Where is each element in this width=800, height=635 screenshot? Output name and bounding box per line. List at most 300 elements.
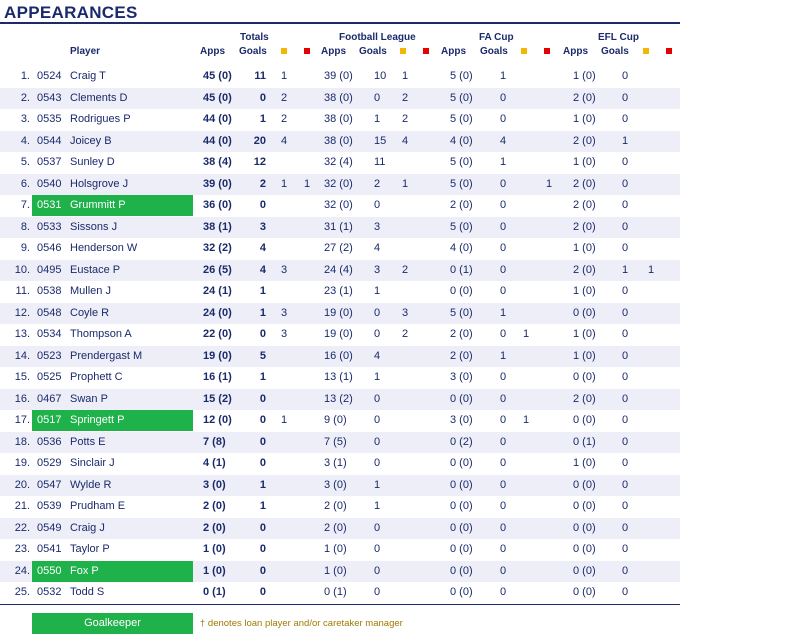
player-name: Prophett C bbox=[70, 371, 123, 383]
league-goals: 15 bbox=[374, 134, 387, 147]
league-goals: 0 bbox=[374, 199, 381, 211]
table-header bbox=[0, 24, 680, 66]
yellow-card-icon bbox=[521, 48, 527, 54]
fa-cup-apps: 0 (0) bbox=[450, 586, 473, 598]
total-goals: 5 bbox=[259, 349, 266, 362]
fa-cup-red-cards: 1 bbox=[546, 177, 553, 190]
total-goals: 1 bbox=[259, 478, 266, 491]
league-goals: 1 bbox=[374, 113, 381, 125]
total-goals: 12 bbox=[253, 156, 266, 168]
league-goals: 0 bbox=[374, 392, 381, 405]
red-card-icon bbox=[544, 48, 550, 54]
row-position: 8. bbox=[20, 220, 30, 233]
efl-cup-apps: 1 (0) bbox=[573, 349, 596, 362]
header-totals-apps: Apps bbox=[200, 46, 225, 57]
player-name: Thompson A bbox=[70, 328, 132, 340]
row-position: 23. bbox=[14, 543, 30, 555]
league-goals: 0 bbox=[374, 91, 381, 104]
row-position: 21. bbox=[14, 500, 30, 512]
total-red-cards: 1 bbox=[304, 177, 311, 190]
player-number: 0550 bbox=[37, 564, 62, 577]
total-yellow-cards: 2 bbox=[281, 113, 288, 125]
player-number: 0467 bbox=[37, 392, 62, 405]
league-yellow-cards: 4 bbox=[402, 134, 409, 147]
total-apps: 24 (1) bbox=[203, 285, 232, 297]
league-apps: 13 (1) bbox=[324, 371, 353, 383]
efl-cup-apps: 1 (0) bbox=[573, 457, 596, 469]
league-goals: 1 bbox=[374, 285, 381, 297]
total-goals: 0 bbox=[259, 199, 266, 211]
red-card-icon bbox=[423, 48, 429, 54]
yellow-card-icon bbox=[400, 48, 406, 54]
total-apps: 22 (0) bbox=[203, 328, 232, 340]
fa-cup-goals: 0 bbox=[500, 199, 507, 211]
league-goals: 10 bbox=[374, 70, 387, 82]
player-name: Swan P bbox=[70, 392, 108, 405]
fa-cup-apps: 2 (0) bbox=[450, 349, 473, 362]
league-apps: 7 (5) bbox=[324, 435, 347, 448]
efl-cup-goals: 0 bbox=[622, 177, 629, 190]
fa-cup-goals: 0 bbox=[500, 435, 507, 448]
total-apps: 3 (0) bbox=[203, 478, 226, 491]
efl-cup-goals: 0 bbox=[622, 521, 629, 534]
total-goals: 3 bbox=[259, 220, 266, 233]
fa-cup-goals: 0 bbox=[500, 414, 507, 426]
fa-cup-goals: 4 bbox=[500, 134, 507, 147]
efl-cup-goals: 0 bbox=[622, 349, 629, 362]
fa-cup-apps: 3 (0) bbox=[450, 371, 473, 383]
efl-cup-apps: 0 (0) bbox=[573, 543, 596, 555]
player-number: 0544 bbox=[37, 134, 62, 147]
row-position: 3. bbox=[20, 113, 30, 125]
player-number: 0531 bbox=[37, 199, 62, 211]
row-position: 18. bbox=[14, 435, 30, 448]
total-goals: 0 bbox=[259, 435, 266, 448]
league-apps: 24 (4) bbox=[324, 263, 353, 276]
row-position: 15. bbox=[14, 371, 30, 383]
efl-cup-apps: 0 (0) bbox=[573, 500, 596, 512]
total-yellow-cards: 1 bbox=[281, 414, 288, 426]
efl-cup-goals: 0 bbox=[622, 199, 629, 211]
league-goals: 0 bbox=[374, 521, 381, 534]
fa-cup-apps: 4 (0) bbox=[450, 134, 473, 147]
efl-cup-apps: 0 (0) bbox=[573, 564, 596, 577]
row-position: 14. bbox=[14, 349, 30, 362]
total-apps: 45 (0) bbox=[203, 70, 232, 82]
player-name: Prendergast M bbox=[70, 349, 143, 362]
table-row bbox=[0, 152, 680, 174]
fa-cup-apps: 0 (1) bbox=[450, 263, 473, 276]
header-fa-apps: Apps bbox=[441, 46, 466, 57]
fa-cup-apps: 5 (0) bbox=[450, 306, 473, 319]
efl-cup-apps: 1 (0) bbox=[573, 328, 596, 340]
table-row bbox=[0, 561, 680, 583]
fa-cup-goals: 0 bbox=[500, 457, 507, 469]
table-row bbox=[0, 539, 680, 561]
efl-cup-goals: 0 bbox=[622, 586, 629, 598]
league-yellow-cards: 2 bbox=[402, 263, 409, 276]
player-name: Clements D bbox=[70, 91, 128, 104]
league-apps: 1 (0) bbox=[324, 564, 347, 577]
league-apps: 23 (1) bbox=[324, 285, 353, 297]
total-apps: 44 (0) bbox=[203, 134, 232, 147]
header-fa-goals: Goals bbox=[480, 46, 508, 57]
fa-cup-goals: 0 bbox=[500, 177, 507, 190]
fa-cup-apps: 0 (0) bbox=[450, 543, 473, 555]
fa-cup-apps: 5 (0) bbox=[450, 177, 473, 190]
table-row bbox=[0, 303, 680, 325]
table-row bbox=[0, 324, 680, 346]
total-yellow-cards: 3 bbox=[281, 306, 288, 319]
player-name: Eustace P bbox=[70, 263, 121, 276]
league-apps: 2 (0) bbox=[324, 500, 347, 512]
player-number: 0529 bbox=[37, 457, 62, 469]
player-name: Coyle R bbox=[70, 306, 110, 319]
league-apps: 3 (1) bbox=[324, 457, 347, 469]
player-name: Springett P bbox=[70, 414, 125, 426]
total-goals: 2 bbox=[259, 177, 266, 190]
total-apps: 1 (0) bbox=[203, 564, 226, 577]
fa-cup-goals: 0 bbox=[500, 478, 507, 491]
player-name: Mullen J bbox=[70, 285, 111, 297]
fa-cup-yellow-cards: 1 bbox=[523, 414, 530, 426]
efl-cup-apps: 0 (0) bbox=[573, 306, 596, 319]
league-apps: 2 (0) bbox=[324, 521, 347, 534]
total-goals: 0 bbox=[259, 457, 266, 469]
player-number: 0538 bbox=[37, 285, 62, 297]
header-efl-cup: EFL Cup bbox=[598, 32, 639, 43]
player-number: 0536 bbox=[37, 435, 62, 448]
efl-cup-apps: 0 (0) bbox=[573, 414, 596, 426]
row-position: 16. bbox=[14, 392, 30, 405]
fa-cup-yellow-cards: 1 bbox=[523, 328, 530, 340]
player-number: 0548 bbox=[37, 306, 62, 319]
efl-cup-goals: 0 bbox=[622, 328, 629, 340]
fa-cup-apps: 5 (0) bbox=[450, 70, 473, 82]
player-name: Craig J bbox=[70, 521, 105, 534]
fa-cup-goals: 0 bbox=[500, 263, 507, 276]
player-number: 0540 bbox=[37, 177, 62, 190]
total-apps: 19 (0) bbox=[203, 349, 232, 362]
total-goals: 4 bbox=[259, 263, 266, 276]
league-yellow-cards: 2 bbox=[402, 113, 409, 125]
fa-cup-apps: 0 (0) bbox=[450, 478, 473, 491]
total-apps: 32 (2) bbox=[203, 242, 232, 254]
efl-cup-goals: 0 bbox=[622, 414, 629, 426]
league-goals: 4 bbox=[374, 242, 381, 254]
row-position: 13. bbox=[14, 328, 30, 340]
total-apps: 15 (2) bbox=[203, 392, 232, 405]
table-row bbox=[0, 389, 680, 411]
table-row bbox=[0, 475, 680, 497]
player-number: 0533 bbox=[37, 220, 62, 233]
total-goals: 0 bbox=[259, 328, 266, 340]
total-goals: 1 bbox=[259, 500, 266, 512]
fa-cup-apps: 3 (0) bbox=[450, 414, 473, 426]
efl-cup-goals: 0 bbox=[622, 457, 629, 469]
efl-cup-apps: 2 (0) bbox=[573, 177, 596, 190]
league-goals: 1 bbox=[374, 478, 381, 491]
row-position: 4. bbox=[20, 134, 30, 147]
fa-cup-apps: 0 (0) bbox=[450, 457, 473, 469]
player-number: 0525 bbox=[37, 371, 62, 383]
total-yellow-cards: 3 bbox=[281, 263, 288, 276]
league-goals: 0 bbox=[374, 457, 381, 469]
fa-cup-goals: 1 bbox=[500, 156, 507, 168]
player-number: 0524 bbox=[37, 70, 62, 82]
efl-cup-apps: 0 (0) bbox=[573, 521, 596, 534]
header-totals: Totals bbox=[240, 32, 269, 43]
player-number: 0541 bbox=[37, 543, 62, 555]
table-row bbox=[0, 131, 680, 153]
efl-cup-goals: 0 bbox=[622, 500, 629, 512]
league-apps: 32 (0) bbox=[324, 177, 353, 190]
efl-cup-goals: 1 bbox=[622, 134, 629, 147]
player-number: 0517 bbox=[37, 414, 62, 426]
total-goals: 4 bbox=[259, 242, 266, 254]
fa-cup-goals: 0 bbox=[500, 392, 507, 405]
total-apps: 4 (1) bbox=[203, 457, 226, 469]
fa-cup-apps: 0 (0) bbox=[450, 392, 473, 405]
total-goals: 0 bbox=[259, 543, 266, 555]
player-name: Henderson W bbox=[70, 242, 138, 254]
league-goals: 0 bbox=[374, 414, 381, 426]
fa-cup-goals: 1 bbox=[500, 70, 507, 82]
table-row bbox=[0, 109, 680, 131]
header-league-apps: Apps bbox=[321, 46, 346, 57]
player-number: 0549 bbox=[37, 521, 62, 534]
row-position: 20. bbox=[14, 478, 30, 491]
appearances-table bbox=[0, 66, 680, 604]
efl-cup-apps: 2 (0) bbox=[573, 392, 596, 405]
efl-cup-goals: 0 bbox=[622, 435, 629, 448]
player-name: Sunley D bbox=[70, 156, 115, 168]
player-name: Potts E bbox=[70, 435, 106, 448]
table-row bbox=[0, 346, 680, 368]
row-position: 2. bbox=[20, 91, 30, 104]
table-bottom-divider bbox=[0, 604, 680, 605]
total-goals: 0 bbox=[259, 392, 266, 405]
fa-cup-apps: 0 (0) bbox=[450, 564, 473, 577]
player-name: Sissons J bbox=[70, 220, 118, 233]
fa-cup-goals: 0 bbox=[500, 521, 507, 534]
header-fa-cup: FA Cup bbox=[479, 32, 514, 43]
total-goals: 0 bbox=[259, 91, 266, 104]
header-totals-goals: Goals bbox=[239, 46, 267, 57]
league-yellow-cards: 2 bbox=[402, 91, 409, 104]
row-position: 25. bbox=[14, 586, 30, 598]
total-goals: 1 bbox=[259, 285, 266, 297]
league-apps: 0 (1) bbox=[324, 586, 347, 598]
total-apps: 7 (8) bbox=[203, 435, 226, 448]
table-row bbox=[0, 432, 680, 454]
row-position: 17. bbox=[14, 414, 30, 426]
fa-cup-apps: 2 (0) bbox=[450, 199, 473, 211]
efl-cup-apps: 1 (0) bbox=[573, 285, 596, 297]
total-goals: 0 bbox=[259, 586, 266, 598]
player-number: 0535 bbox=[37, 113, 62, 125]
efl-cup-apps: 2 (0) bbox=[573, 134, 596, 147]
efl-cup-apps: 2 (0) bbox=[573, 91, 596, 104]
league-apps: 1 (0) bbox=[324, 543, 347, 555]
player-number: 0534 bbox=[37, 328, 62, 340]
league-goals: 0 bbox=[374, 328, 381, 340]
fa-cup-apps: 5 (0) bbox=[450, 156, 473, 168]
league-apps: 31 (1) bbox=[324, 220, 353, 233]
fa-cup-goals: 0 bbox=[500, 328, 507, 340]
efl-cup-goals: 0 bbox=[622, 156, 629, 168]
header-efl-apps: Apps bbox=[563, 46, 588, 57]
total-yellow-cards: 3 bbox=[281, 328, 288, 340]
efl-cup-goals: 0 bbox=[622, 543, 629, 555]
row-position: 7. bbox=[20, 199, 30, 211]
fa-cup-apps: 4 (0) bbox=[450, 242, 473, 254]
fa-cup-goals: 1 bbox=[500, 349, 507, 362]
league-apps: 38 (0) bbox=[324, 91, 353, 104]
row-position: 12. bbox=[14, 306, 30, 319]
table-row bbox=[0, 88, 680, 110]
player-name: Sinclair J bbox=[70, 457, 115, 469]
total-apps: 39 (0) bbox=[203, 177, 232, 190]
efl-cup-apps: 2 (0) bbox=[573, 220, 596, 233]
player-number: 0546 bbox=[37, 242, 62, 254]
table-row bbox=[0, 367, 680, 389]
player-name: Holsgrove J bbox=[70, 177, 129, 190]
table-row bbox=[0, 238, 680, 260]
efl-cup-apps: 1 (0) bbox=[573, 242, 596, 254]
league-apps: 32 (4) bbox=[324, 156, 353, 168]
efl-cup-goals: 0 bbox=[622, 220, 629, 233]
league-apps: 16 (0) bbox=[324, 349, 353, 362]
fa-cup-goals: 0 bbox=[500, 500, 507, 512]
efl-cup-goals: 1 bbox=[622, 263, 629, 276]
total-apps: 1 (0) bbox=[203, 543, 226, 555]
fa-cup-goals: 1 bbox=[500, 306, 507, 319]
player-name: Taylor P bbox=[70, 543, 110, 555]
table-row bbox=[0, 195, 680, 217]
loan-note: † denotes loan player and/or caretaker manager bbox=[200, 618, 403, 629]
player-number: 0547 bbox=[37, 478, 62, 491]
total-apps: 0 (1) bbox=[203, 586, 226, 598]
player-name: Prudham E bbox=[70, 500, 126, 512]
row-position: 1. bbox=[20, 70, 30, 82]
total-goals: 0 bbox=[259, 521, 266, 534]
fa-cup-goals: 0 bbox=[500, 564, 507, 577]
total-yellow-cards: 2 bbox=[281, 91, 288, 104]
row-position: 19. bbox=[14, 457, 30, 469]
league-yellow-cards: 1 bbox=[402, 177, 409, 190]
league-apps: 13 (2) bbox=[324, 392, 353, 405]
yellow-card-icon bbox=[643, 48, 649, 54]
efl-cup-goals: 0 bbox=[622, 564, 629, 577]
fa-cup-apps: 0 (2) bbox=[450, 435, 473, 448]
league-goals: 3 bbox=[374, 263, 381, 276]
league-apps: 19 (0) bbox=[324, 328, 353, 340]
fa-cup-goals: 0 bbox=[500, 91, 507, 104]
fa-cup-apps: 0 (0) bbox=[450, 521, 473, 534]
total-goals: 11 bbox=[254, 70, 266, 82]
player-name: Todd S bbox=[70, 586, 105, 598]
row-position: 22. bbox=[14, 521, 30, 534]
league-goals: 0 bbox=[374, 306, 381, 319]
total-apps: 38 (1) bbox=[203, 220, 232, 233]
player-number: 0537 bbox=[37, 156, 62, 168]
table-row bbox=[0, 582, 680, 604]
efl-cup-yellow-cards: 1 bbox=[648, 263, 655, 276]
fa-cup-goals: 0 bbox=[500, 285, 507, 297]
efl-cup-goals: 0 bbox=[622, 478, 629, 491]
fa-cup-goals: 0 bbox=[500, 220, 507, 233]
row-position: 5. bbox=[20, 156, 30, 168]
table-row bbox=[0, 217, 680, 239]
player-number: 0539 bbox=[37, 500, 62, 512]
fa-cup-apps: 5 (0) bbox=[450, 220, 473, 233]
league-yellow-cards: 3 bbox=[402, 306, 409, 319]
league-apps: 27 (2) bbox=[324, 242, 353, 254]
total-yellow-cards: 4 bbox=[281, 134, 288, 147]
league-apps: 38 (0) bbox=[324, 134, 353, 147]
league-goals: 0 bbox=[374, 435, 381, 448]
row-position: 11. bbox=[15, 285, 30, 297]
total-goals: 20 bbox=[253, 134, 266, 147]
league-goals: 3 bbox=[374, 220, 381, 233]
league-apps: 19 (0) bbox=[324, 306, 353, 319]
fa-cup-apps: 0 (0) bbox=[450, 285, 473, 297]
efl-cup-apps: 1 (0) bbox=[573, 113, 596, 125]
total-apps: 38 (4) bbox=[203, 156, 232, 168]
efl-cup-goals: 0 bbox=[622, 242, 629, 254]
efl-cup-goals: 0 bbox=[622, 371, 629, 383]
efl-cup-goals: 0 bbox=[622, 113, 629, 125]
fa-cup-apps: 5 (0) bbox=[450, 91, 473, 104]
league-goals: 0 bbox=[374, 564, 381, 577]
efl-cup-apps: 1 (0) bbox=[573, 70, 596, 82]
yellow-card-icon bbox=[281, 48, 287, 54]
fa-cup-goals: 0 bbox=[500, 242, 507, 254]
goalkeeper-legend: Goalkeeper bbox=[32, 613, 193, 634]
total-goals: 1 bbox=[259, 306, 266, 319]
total-goals: 1 bbox=[259, 371, 266, 383]
table-row bbox=[0, 66, 680, 88]
efl-cup-goals: 0 bbox=[622, 91, 629, 104]
table-row bbox=[0, 260, 680, 282]
efl-cup-apps: 2 (0) bbox=[573, 199, 596, 211]
total-apps: 16 (1) bbox=[203, 371, 232, 383]
league-goals: 11 bbox=[374, 156, 386, 168]
table-row bbox=[0, 518, 680, 540]
fa-cup-goals: 0 bbox=[500, 371, 507, 383]
fa-cup-apps: 5 (0) bbox=[450, 113, 473, 125]
fa-cup-apps: 0 (0) bbox=[450, 500, 473, 512]
table-row bbox=[0, 174, 680, 196]
total-goals: 0 bbox=[259, 414, 266, 426]
league-apps: 38 (0) bbox=[324, 113, 353, 125]
table-row bbox=[0, 496, 680, 518]
table-row bbox=[0, 410, 680, 432]
row-position: 24. bbox=[14, 564, 30, 577]
league-goals: 2 bbox=[374, 177, 381, 190]
total-yellow-cards: 1 bbox=[281, 70, 288, 82]
efl-cup-apps: 1 (0) bbox=[573, 156, 596, 168]
player-name: Wylde R bbox=[70, 478, 112, 491]
header-player: Player bbox=[70, 46, 101, 57]
row-position: 6. bbox=[20, 177, 30, 190]
league-yellow-cards: 2 bbox=[402, 328, 409, 340]
player-name: Fox P bbox=[70, 564, 99, 577]
league-goals: 1 bbox=[374, 371, 381, 383]
league-goals: 0 bbox=[374, 543, 381, 555]
total-goals: 1 bbox=[259, 113, 266, 125]
